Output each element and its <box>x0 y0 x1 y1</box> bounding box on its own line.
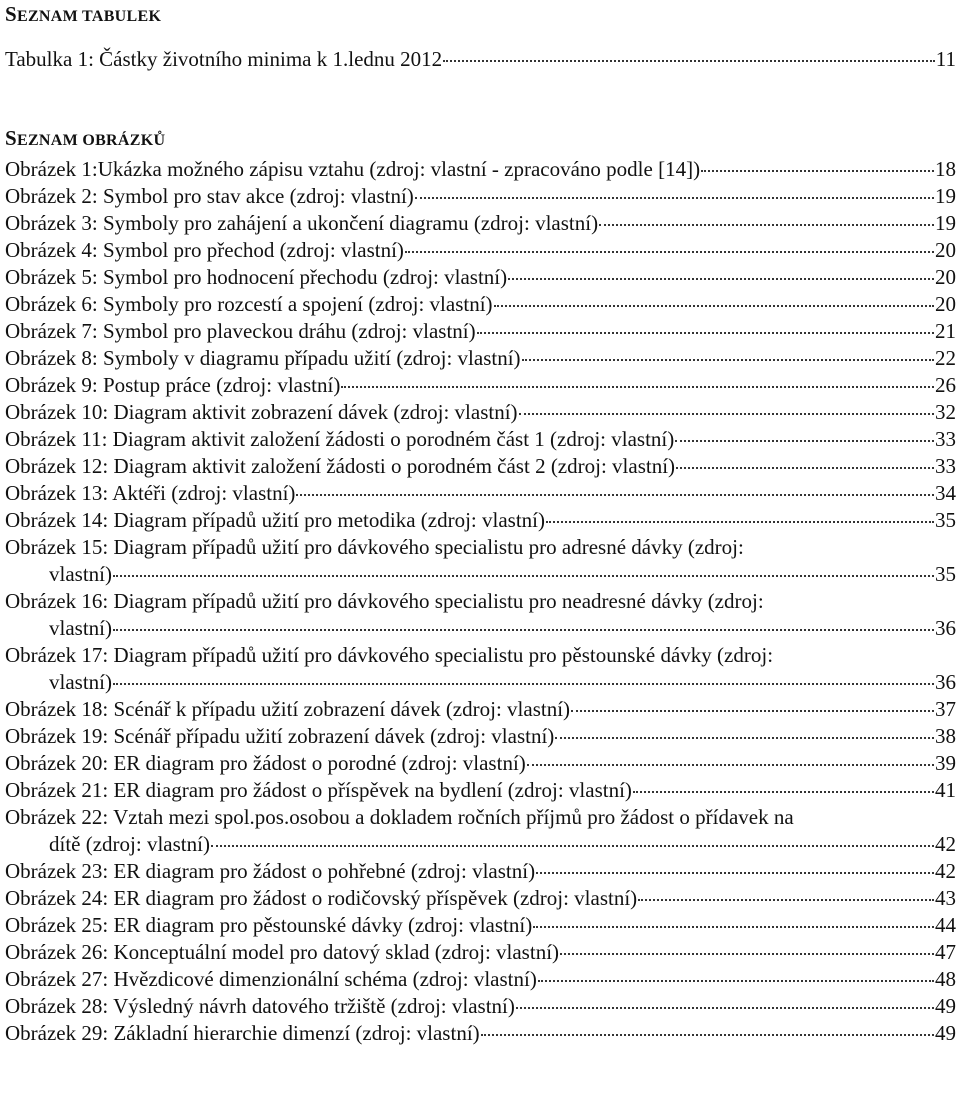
toc-line <box>5 264 956 291</box>
toc-entry-title: Obrázek 17: Diagram případů užití pro dávkového specialistu pro pěstounské dávky (zdroj: <box>5 643 774 667</box>
toc-page-number: 37 <box>935 697 956 721</box>
toc-entry[interactable] <box>5 426 956 453</box>
toc-line <box>5 237 956 264</box>
dot-leader <box>522 359 934 361</box>
toc-entry[interactable] <box>5 804 956 858</box>
toc-entry-title: Obrázek 12: Diagram aktivit založení žádosti o porodném část 2 (zdroj: vlastní) <box>5 454 676 478</box>
toc-entry[interactable] <box>5 156 956 183</box>
toc-entry-title: Obrázek 23: ER diagram pro žádost o pohřebné (zdroj: vlastní) <box>5 859 536 883</box>
dot-leader <box>571 710 934 712</box>
toc-page-number: 19 <box>935 184 956 208</box>
dot-leader <box>527 764 934 766</box>
dot-leader <box>477 332 934 334</box>
toc-line <box>5 858 956 885</box>
dot-leader <box>555 737 934 739</box>
toc-line <box>5 372 956 399</box>
toc-page-number: 44 <box>935 913 956 937</box>
toc-entry[interactable] <box>5 210 956 237</box>
dot-leader <box>516 1007 934 1009</box>
toc-line <box>5 750 956 777</box>
toc-page-number: 11 <box>935 47 956 71</box>
toc-entry[interactable] <box>5 696 956 723</box>
dot-leader <box>341 386 934 388</box>
toc-entry[interactable] <box>5 858 956 885</box>
toc-entry[interactable] <box>5 183 956 210</box>
toc-entry-title: Obrázek 2: Symbol pro stav akce (zdroj: vlastní) <box>5 184 414 208</box>
toc-line <box>5 318 956 345</box>
toc-line <box>5 210 956 237</box>
toc-entry[interactable] <box>5 1020 956 1047</box>
toc-page-number: 47 <box>935 940 956 964</box>
toc-entry[interactable] <box>5 264 956 291</box>
toc-page-number: 33 <box>935 454 956 478</box>
toc-entry-title: Obrázek 7: Symbol pro plaveckou dráhu (zdroj: vlastní) <box>5 319 476 343</box>
dot-leader <box>560 953 934 955</box>
toc-page-number: 34 <box>935 481 956 505</box>
toc-entry-title: Obrázek 29: Základní hierarchie dimenzí (zdroj: vlastní) <box>5 1021 480 1045</box>
toc-entry-title: Obrázek 19: Scénář případu užití zobrazení dávek (zdroj: vlastní) <box>5 724 555 748</box>
toc-page-number: 20 <box>935 238 956 262</box>
toc-line <box>5 156 956 183</box>
toc-line <box>5 966 956 993</box>
toc-line <box>5 642 956 669</box>
toc-line <box>5 615 956 642</box>
toc-entry[interactable] <box>5 642 956 696</box>
toc-page-number: 49 <box>935 994 956 1018</box>
toc-entry-title: vlastní) <box>49 616 112 640</box>
dot-leader <box>638 899 934 901</box>
dot-leader <box>546 521 934 523</box>
toc-line <box>5 831 956 858</box>
toc-entry[interactable] <box>5 723 956 750</box>
toc-entry[interactable] <box>5 939 956 966</box>
toc-entry-title: Obrázek 10: Diagram aktivit zobrazení dávek (zdroj: vlastní) <box>5 400 518 424</box>
toc-page-number: 35 <box>935 562 956 586</box>
toc-page-number: 36 <box>935 616 956 640</box>
toc-entry-title: Obrázek 6: Symboly pro rozcestí a spojení (zdroj: vlastní) <box>5 292 493 316</box>
toc-entry-title: Obrázek 26: Konceptuální model pro datový sklad (zdroj: vlastní) <box>5 940 560 964</box>
toc-line <box>5 696 956 723</box>
toc-line <box>5 939 956 966</box>
toc-line <box>5 912 956 939</box>
toc-page-number: 48 <box>935 967 956 991</box>
toc-entry[interactable] <box>5 993 956 1020</box>
toc-entry[interactable] <box>5 453 956 480</box>
toc-line <box>5 588 956 615</box>
toc-entry-title: Obrázek 22: Vztah mezi spol.pos.osobou a dokladem ročních příjmů pro žádost o přídavek na <box>5 805 794 829</box>
dot-leader <box>536 872 934 874</box>
toc-line <box>5 777 956 804</box>
toc-entry[interactable] <box>5 372 956 399</box>
toc-page-number: 32 <box>935 400 956 424</box>
toc-line <box>5 561 956 588</box>
toc-line <box>5 1020 956 1047</box>
toc-line <box>5 507 956 534</box>
toc-page-number: 42 <box>935 832 956 856</box>
toc-page-number: 22 <box>935 346 956 370</box>
toc-page-number: 19 <box>935 211 956 235</box>
toc-entry-title: Obrázek 25: ER diagram pro pěstounské dávky (zdroj: vlastní) <box>5 913 533 937</box>
toc-line <box>5 534 956 561</box>
tables-heading: SEZNAM TABULEK <box>5 2 162 26</box>
toc-entry-title: Tabulka 1: Částky životního minima k 1.lednu 2012 <box>5 47 443 71</box>
toc-page-number: 38 <box>935 724 956 748</box>
toc-page-number: 42 <box>935 859 956 883</box>
toc-line <box>5 669 956 696</box>
toc-line <box>5 453 956 480</box>
toc-entry[interactable] <box>5 885 956 912</box>
dot-leader <box>701 170 934 172</box>
toc-line <box>5 46 956 73</box>
toc-entry-title: Obrázek 11: Diagram aktivit založení žádosti o porodném část 1 (zdroj: vlastní) <box>5 427 675 451</box>
toc-entry-title: Obrázek 3: Symboly pro zahájení a ukončení diagramu (zdroj: vlastní) <box>5 211 599 235</box>
toc-line <box>5 480 956 507</box>
toc-entry-title: Obrázek 27: Hvězdicové dimenzionální schéma (zdroj: vlastní) <box>5 967 537 991</box>
toc-line <box>5 291 956 318</box>
toc-entry-title: Obrázek 28: Výsledný návrh datového tržiště (zdroj: vlastní) <box>5 994 515 1018</box>
dot-leader <box>296 494 934 496</box>
toc-entry-title: Obrázek 9: Postup práce (zdroj: vlastní) <box>5 373 341 397</box>
toc-entry[interactable] <box>5 966 956 993</box>
toc-entry[interactable] <box>5 750 956 777</box>
toc-page-number: 41 <box>935 778 956 802</box>
dot-leader <box>533 926 934 928</box>
dot-leader <box>633 791 934 793</box>
dot-leader <box>538 980 934 982</box>
dot-leader <box>481 1034 934 1036</box>
toc-entry[interactable] <box>5 480 956 507</box>
toc-entry-title: Obrázek 18: Scénář k případu užití zobrazení dávek (zdroj: vlastní) <box>5 697 571 721</box>
dot-leader <box>675 440 934 442</box>
toc-page-number: 18 <box>935 157 956 181</box>
dot-leader <box>508 278 934 280</box>
toc-line <box>5 345 956 372</box>
dot-leader <box>113 629 934 631</box>
toc-line <box>5 885 956 912</box>
dot-leader <box>599 224 934 226</box>
toc-entry[interactable] <box>5 291 956 318</box>
toc-entry-title: Obrázek 16: Diagram případů užití pro dávkového specialistu pro neadresné dávky (zdroj: <box>5 589 764 613</box>
dot-leader <box>494 305 934 307</box>
toc-entry-title: Obrázek 13: Aktéři (zdroj: vlastní) <box>5 481 296 505</box>
dot-leader <box>415 197 934 199</box>
toc-line <box>5 183 956 210</box>
toc-entry[interactable] <box>5 588 956 642</box>
toc-entry-title: vlastní) <box>49 562 112 586</box>
toc-entry[interactable] <box>5 345 956 372</box>
toc-entry-title: dítě (zdroj: vlastní) <box>49 832 210 856</box>
toc-entry-title: vlastní) <box>49 670 112 694</box>
toc-line <box>5 426 956 453</box>
toc-entry[interactable] <box>5 534 956 588</box>
toc-line <box>5 399 956 426</box>
toc-line <box>5 723 956 750</box>
figures-heading: SEZNAM OBRÁZKŮ <box>5 126 166 150</box>
toc-entry[interactable] <box>5 399 956 426</box>
toc-page-number: 36 <box>935 670 956 694</box>
toc-entry[interactable] <box>5 46 956 73</box>
toc-page-number: 26 <box>935 373 956 397</box>
toc-entry-title: Obrázek 4: Symbol pro přechod (zdroj: vlastní) <box>5 238 404 262</box>
dot-leader <box>405 251 934 253</box>
toc-entry-title: Obrázek 14: Diagram případů užití pro metodika (zdroj: vlastní) <box>5 508 546 532</box>
toc-page-number: 39 <box>935 751 956 775</box>
toc-entry[interactable] <box>5 777 956 804</box>
toc-page-number: 33 <box>935 427 956 451</box>
toc-entry[interactable] <box>5 237 956 264</box>
toc-entry[interactable] <box>5 507 956 534</box>
toc-entry-title: Obrázek 20: ER diagram pro žádost o porodné (zdroj: vlastní) <box>5 751 526 775</box>
toc-entry-title: Obrázek 15: Diagram případů užití pro dávkového specialistu pro adresné dávky (zdroj: <box>5 535 744 559</box>
dot-leader <box>676 467 934 469</box>
toc-entry[interactable] <box>5 318 956 345</box>
toc-entry[interactable] <box>5 912 956 939</box>
toc-page-number: 35 <box>935 508 956 532</box>
dot-leader <box>519 413 934 415</box>
toc-page-number: 49 <box>935 1021 956 1045</box>
dot-leader <box>211 845 934 847</box>
dot-leader <box>113 575 934 577</box>
toc-entry-title: Obrázek 24: ER diagram pro žádost o rodičovský příspěvek (zdroj: vlastní) <box>5 886 638 910</box>
toc-line <box>5 993 956 1020</box>
toc-page-number: 21 <box>935 319 956 343</box>
toc-entry-title: Obrázek 5: Symbol pro hodnocení přechodu (zdroj: vlastní) <box>5 265 508 289</box>
toc-entry-title: Obrázek 21: ER diagram pro žádost o příspěvek na bydlení (zdroj: vlastní) <box>5 778 632 802</box>
dot-leader <box>443 60 935 62</box>
toc-entry-title: Obrázek 8: Symboly v diagramu případu užití (zdroj: vlastní) <box>5 346 521 370</box>
toc-page-number: 20 <box>935 265 956 289</box>
dot-leader <box>113 683 934 685</box>
toc-line <box>5 804 956 831</box>
toc-entry-title: Obrázek 1:Ukázka možného zápisu vztahu (zdroj: vlastní - zpracováno podle [14]) <box>5 157 701 181</box>
toc-page-number: 43 <box>935 886 956 910</box>
toc-page-number: 20 <box>935 292 956 316</box>
